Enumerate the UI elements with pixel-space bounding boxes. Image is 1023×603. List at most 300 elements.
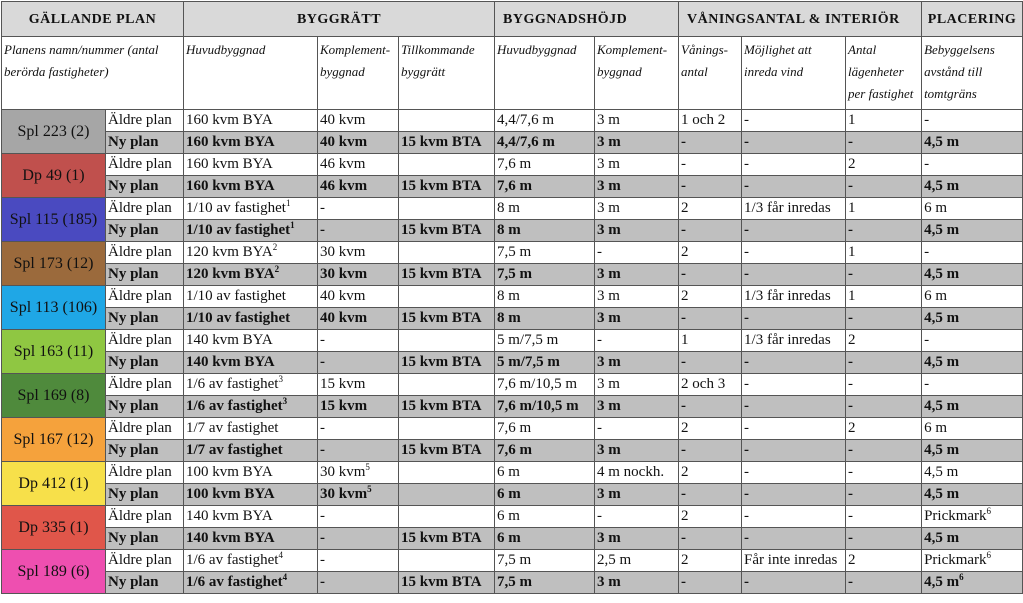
cell-huvudbyggnad [184,286,318,308]
cell-hojd-huvud [495,308,595,330]
cell-tillkommande [399,396,495,418]
cell-vind [742,198,846,220]
plan-kind-cell: Ny plan [106,132,184,154]
plan-kind-cell: Äldre plan [106,198,184,220]
cell-komplement-text: 15 kvm [320,398,368,414]
table-row [2,484,1023,506]
cell-komplement [318,110,399,132]
cell-vind [742,528,846,550]
cell-vind-text: - [744,266,750,282]
cell-huvudbyggnad-text: 1/10 av fastighet [186,222,291,238]
cell-vaningsantal [679,176,742,198]
cell-vaningsantal [679,198,742,220]
cell-tillkommande [399,110,495,132]
cell-komplement [318,396,399,418]
cell-huvudbyggnad-text: 160 kvm BYA [186,156,273,172]
plan-kind-cell: Ny plan [106,308,184,330]
col-hojd-komplement: Komplement-byggnad [595,37,679,110]
cell-komplement [318,154,399,176]
cell-vind [742,440,846,462]
cell-vaningsantal [679,528,742,550]
cell-tillkommande [399,462,495,484]
cell-tillkommande [399,528,495,550]
cell-vind-text: - [744,222,750,238]
cell-placering-text: 4,5 m [924,530,960,546]
plan-kind-cell: Ny plan [106,352,184,374]
cell-hojd-huvud-text: 8 m [497,310,521,326]
cell-komplement-text: - [320,222,325,238]
footnote-marker: 1 [290,220,295,230]
cell-komplement-text: - [320,442,325,458]
cell-huvudbyggnad [184,484,318,506]
plan-name-cell: Spl 189 (6) [2,550,106,594]
cell-hojd-huvud [495,132,595,154]
cell-lagenheter [846,242,922,264]
cell-vind-text: - [744,508,750,524]
header-byggnadshojd: BYGGNADSHÖJD [495,2,679,37]
cell-hojd-komplement [595,528,679,550]
cell-lagenheter-text: - [848,464,854,480]
cell-tillkommande [399,154,495,176]
table-row [2,506,1023,528]
cell-vaningsantal-text: 2 [681,552,689,568]
table-row [2,308,1023,330]
cell-hojd-komplement [595,484,679,506]
cell-placering [922,220,1023,242]
cell-vind-text: - [744,310,750,326]
cell-lagenheter [846,308,922,330]
cell-tillkommande-text: 15 kvm BTA [401,134,482,150]
cell-hojd-komplement-text: 3 m [597,222,621,238]
cell-hojd-komplement-text: 3 m [597,530,621,546]
cell-lagenheter-text: - [848,574,854,590]
cell-placering-text: 4,5 m [924,134,960,150]
cell-lagenheter [846,440,922,462]
cell-lagenheter [846,550,922,572]
group-header-row [2,2,1023,37]
cell-hojd-huvud [495,154,595,176]
cell-huvudbyggnad-text: 1/6 av fastighet [186,552,279,568]
cell-huvudbyggnad-text: 1/10 av fastighet [186,288,286,304]
cell-huvudbyggnad-text: 120 kvm BYA [186,244,273,260]
cell-lagenheter-text: 2 [848,420,856,436]
cell-vaningsantal [679,484,742,506]
cell-hojd-komplement-text: 3 m [597,156,620,172]
cell-hojd-komplement-text: - [597,508,603,524]
cell-vaningsantal-text: - [681,222,687,238]
plan-name-cell: Spl 223 (2) [2,110,106,154]
plan-name-cell: Dp 335 (1) [2,506,106,550]
cell-komplement-text: - [320,354,325,370]
cell-hojd-huvud-text: 6 m [497,530,521,546]
cell-hojd-komplement-text: 3 m [597,310,621,326]
table-row [2,528,1023,550]
cell-lagenheter-text: - [848,354,854,370]
cell-hojd-komplement [595,352,679,374]
cell-placering [922,264,1023,286]
cell-komplement [318,418,399,440]
cell-hojd-huvud-text: 7,5 m [497,552,532,568]
cell-komplement [318,198,399,220]
cell-vind [742,484,846,506]
cell-lagenheter-text: - [848,508,854,524]
cell-huvudbyggnad-text: 1/7 av fastighet [186,442,283,458]
cell-huvudbyggnad [184,220,318,242]
cell-komplement [318,242,399,264]
cell-vind [742,264,846,286]
cell-lagenheter [846,264,922,286]
cell-tillkommande [399,352,495,374]
cell-tillkommande [399,176,495,198]
cell-komplement-text: - [320,530,325,546]
cell-vaningsantal [679,264,742,286]
cell-vaningsantal [679,132,742,154]
cell-lagenheter-text: 2 [848,332,856,348]
cell-vind [742,308,846,330]
plan-kind-cell: Ny plan [106,264,184,286]
cell-vaningsantal-text: - [681,354,687,370]
cell-vaningsantal [679,330,742,352]
cell-vind [742,242,846,264]
cell-hojd-huvud-text: 7,6 m [497,178,533,194]
cell-vind-text: - [744,156,750,172]
cell-tillkommande-text: 15 kvm BTA [401,266,482,282]
cell-lagenheter [846,374,922,396]
col-vind: Möjlighet att inreda vind [742,37,846,110]
cell-komplement-text: 46 kvm [320,178,368,194]
cell-hojd-komplement [595,506,679,528]
cell-huvudbyggnad [184,330,318,352]
footnote-marker: 6 [986,550,992,560]
cell-hojd-komplement-text: 4 m nockh. [597,464,665,480]
cell-lagenheter [846,330,922,352]
col-plan-name: Planens namn/nummer (antal berörda fastigheter) [2,37,184,110]
table-row [2,462,1023,484]
cell-placering [922,440,1023,462]
col-huvudbyggnad: Huvudbyggnad [184,37,318,110]
cell-tillkommande-text: 15 kvm BTA [401,530,482,546]
cell-placering [922,352,1023,374]
cell-vind-text: - [744,134,750,150]
cell-tillkommande [399,374,495,396]
cell-huvudbyggnad [184,462,318,484]
cell-hojd-komplement [595,550,679,572]
cell-hojd-huvud-text: 4,4/7,6 m [497,112,555,128]
cell-huvudbyggnad-text: 1/6 av fastighet [186,398,283,414]
cell-placering-text: 6 m [924,200,947,216]
cell-huvudbyggnad [184,308,318,330]
table-body [2,110,1023,594]
cell-komplement [318,176,399,198]
cell-lagenheter [846,462,922,484]
cell-komplement [318,506,399,528]
footnote-marker: 4 [282,572,288,582]
cell-hojd-komplement [595,132,679,154]
cell-lagenheter [846,418,922,440]
table-row [2,352,1023,374]
cell-huvudbyggnad [184,352,318,374]
cell-placering [922,286,1023,308]
col-komplementbyggnad: Komplement-byggnad [318,37,399,110]
cell-lagenheter [846,484,922,506]
table-row [2,220,1023,242]
cell-komplement-text: 30 kvm [320,486,368,502]
cell-lagenheter [846,132,922,154]
cell-komplement-text: - [320,200,325,216]
cell-vind [742,330,846,352]
cell-hojd-komplement-text: - [597,420,603,436]
cell-hojd-komplement-text: 3 m [597,200,620,216]
cell-placering [922,176,1023,198]
cell-placering-text: - [924,244,930,260]
footnote-marker: 2 [274,264,280,274]
cell-vind-text: 1/3 får inredas [744,332,831,348]
cell-komplement [318,440,399,462]
cell-vaningsantal [679,440,742,462]
cell-hojd-komplement-text: - [597,332,603,348]
cell-huvudbyggnad-text: 1/10 av fastighet [186,200,286,216]
plan-name-cell: Spl 115 (185) [2,198,106,242]
cell-hojd-huvud-text: 7,6 m/10,5 m [497,398,579,414]
cell-tillkommande-text: 15 kvm BTA [401,354,482,370]
cell-hojd-komplement [595,286,679,308]
cell-vind-text: - [744,398,750,414]
cell-hojd-huvud-text: 7,6 m/10,5 m [497,376,578,392]
cell-hojd-komplement [595,374,679,396]
col-vaningsantal: Vånings-antal [679,37,742,110]
cell-komplement-text: - [320,508,325,524]
cell-tillkommande [399,572,495,594]
cell-vind-text: - [744,178,750,194]
plan-kind-cell: Äldre plan [106,462,184,484]
cell-huvudbyggnad-text: 100 kvm BYA [186,486,275,502]
cell-vind-text: 1/3 får inredas [744,200,831,216]
cell-komplement-text: 40 kvm [320,310,368,326]
plan-name-cell: Spl 163 (11) [2,330,106,374]
cell-vaningsantal [679,374,742,396]
cell-hojd-huvud [495,506,595,528]
plan-kind-cell: Ny plan [106,528,184,550]
cell-hojd-huvud [495,286,595,308]
cell-vind [742,132,846,154]
cell-komplement [318,308,399,330]
cell-huvudbyggnad [184,550,318,572]
cell-placering-text: 4,5 m [924,442,960,458]
table-row [2,440,1023,462]
cell-huvudbyggnad-text: 1/7 av fastighet [186,420,279,436]
table-row [2,550,1023,572]
cell-placering [922,308,1023,330]
cell-vaningsantal-text: - [681,266,687,282]
table-row [2,110,1023,132]
cell-tillkommande [399,220,495,242]
cell-vaningsantal-text: - [681,574,687,590]
cell-lagenheter [846,220,922,242]
cell-vaningsantal [679,110,742,132]
cell-lagenheter [846,572,922,594]
cell-placering [922,396,1023,418]
plan-kind-cell: Äldre plan [106,550,184,572]
cell-lagenheter-text: - [848,530,854,546]
cell-hojd-huvud [495,374,595,396]
cell-hojd-komplement [595,440,679,462]
footnote-marker: 6 [986,506,992,516]
cell-hojd-huvud [495,484,595,506]
cell-komplement-text: - [320,552,325,568]
cell-vaningsantal-text: 1 [681,332,689,348]
cell-lagenheter-text: - [848,222,854,238]
cell-vind-text: - [744,442,750,458]
cell-lagenheter [846,286,922,308]
cell-hojd-komplement-text: 3 m [597,354,621,370]
cell-huvudbyggnad [184,374,318,396]
cell-hojd-huvud-text: 6 m [497,508,520,524]
cell-hojd-huvud [495,198,595,220]
cell-tillkommande-text: 15 kvm BTA [401,442,482,458]
cell-lagenheter [846,198,922,220]
cell-lagenheter-text: 2 [848,552,856,568]
cell-tillkommande [399,308,495,330]
header-gallande-plan: GÄLLANDE PLAN [2,2,184,37]
cell-placering-text: 4,5 m [924,354,960,370]
cell-komplement [318,572,399,594]
cell-vind-text: - [744,574,750,590]
cell-komplement-text: 40 kvm [320,288,366,304]
footnote-marker: 1 [285,198,291,208]
cell-vind [742,154,846,176]
cell-hojd-komplement [595,198,679,220]
cell-hojd-huvud [495,462,595,484]
cell-vaningsantal-text: - [681,134,687,150]
cell-vaningsantal [679,396,742,418]
cell-vaningsantal [679,418,742,440]
cell-lagenheter-text: - [848,486,854,502]
cell-lagenheter [846,528,922,550]
cell-komplement-text: 30 kvm [320,464,366,480]
cell-lagenheter-text: 1 [848,288,856,304]
cell-tillkommande [399,242,495,264]
table-row [2,572,1023,594]
cell-hojd-komplement-text: 3 m [597,486,621,502]
cell-tillkommande [399,264,495,286]
header-vaningsantal: VÅNINGSANTAL & INTERIÖR [679,2,922,37]
cell-huvudbyggnad-text: 100 kvm BYA [186,464,273,480]
plan-kind-cell: Ny plan [106,484,184,506]
cell-komplement [318,330,399,352]
cell-vaningsantal-text: 2 [681,420,689,436]
col-avstand: Bebyggelsens avstånd till tomtgräns [922,37,1023,110]
cell-hojd-komplement [595,242,679,264]
cell-hojd-huvud-text: 6 m [497,464,520,480]
col-lagenheter: Antal lägenheter per fastighet [846,37,922,110]
cell-komplement-text: 15 kvm [320,376,366,392]
plan-kind-cell: Ny plan [106,572,184,594]
cell-huvudbyggnad [184,396,318,418]
cell-placering-text: 4,5 m [924,310,960,326]
cell-komplement [318,286,399,308]
cell-hojd-komplement-text: 3 m [597,376,620,392]
cell-tillkommande-text: 15 kvm BTA [401,310,482,326]
cell-placering [922,198,1023,220]
cell-huvudbyggnad [184,198,318,220]
cell-tillkommande [399,550,495,572]
cell-huvudbyggnad-text: 160 kvm BYA [186,178,275,194]
cell-hojd-komplement [595,396,679,418]
cell-komplement-text: - [320,420,325,436]
cell-placering [922,572,1023,594]
cell-placering [922,374,1023,396]
cell-huvudbyggnad [184,242,318,264]
cell-hojd-huvud [495,242,595,264]
table-row [2,176,1023,198]
cell-placering-text: 4,5 m [924,178,960,194]
cell-hojd-komplement-text: 2,5 m [597,552,632,568]
cell-vaningsantal-text: 2 [681,244,689,260]
cell-vaningsantal-text: - [681,486,687,502]
table-row [2,286,1023,308]
header-byggratt: BYGGRÄTT [184,2,495,37]
cell-placering-text: Prickmark [924,552,987,568]
cell-hojd-komplement [595,154,679,176]
cell-lagenheter-text: 1 [848,200,856,216]
cell-komplement [318,220,399,242]
cell-hojd-komplement [595,264,679,286]
col-tillkommande: Tillkommande byggrätt [399,37,495,110]
cell-vind-text: - [744,244,750,260]
cell-vaningsantal-text: 2 [681,464,689,480]
table-row [2,374,1023,396]
cell-huvudbyggnad [184,264,318,286]
cell-huvudbyggnad [184,440,318,462]
cell-tillkommande-text: 15 kvm BTA [401,178,482,194]
plan-kind-cell: Äldre plan [106,330,184,352]
cell-lagenheter [846,396,922,418]
cell-placering-text: 4,5 m [924,222,960,238]
footnote-marker: 2 [272,242,278,252]
plan-kind-cell: Äldre plan [106,418,184,440]
cell-placering-text: - [924,112,930,128]
cell-vind [742,286,846,308]
cell-hojd-huvud [495,264,595,286]
cell-vaningsantal-text: - [681,398,687,414]
cell-hojd-huvud [495,330,595,352]
cell-placering-text: 4,5 m [924,464,959,480]
cell-hojd-huvud [495,220,595,242]
cell-vaningsantal [679,154,742,176]
cell-hojd-huvud [495,572,595,594]
plan-kind-cell: Ny plan [106,220,184,242]
cell-placering-text: - [924,332,930,348]
plan-name-cell: Spl 113 (106) [2,286,106,330]
cell-vind-text: - [744,420,750,436]
cell-komplement-text: - [320,574,325,590]
cell-lagenheter-text: 1 [848,112,856,128]
cell-placering-text: 4,5 m [924,486,960,502]
cell-placering-text: - [924,156,930,172]
cell-vind-text: - [744,464,750,480]
cell-komplement [318,462,399,484]
cell-huvudbyggnad-text: 160 kvm BYA [186,134,275,150]
cell-lagenheter [846,110,922,132]
table-row [2,154,1023,176]
plan-kind-cell: Äldre plan [106,242,184,264]
cell-vaningsantal [679,550,742,572]
cell-placering-text: 4,5 m [924,266,960,282]
cell-vaningsantal-text: - [681,156,687,172]
cell-vaningsantal [679,286,742,308]
cell-huvudbyggnad-text: 140 kvm BYA [186,354,275,370]
cell-placering [922,110,1023,132]
